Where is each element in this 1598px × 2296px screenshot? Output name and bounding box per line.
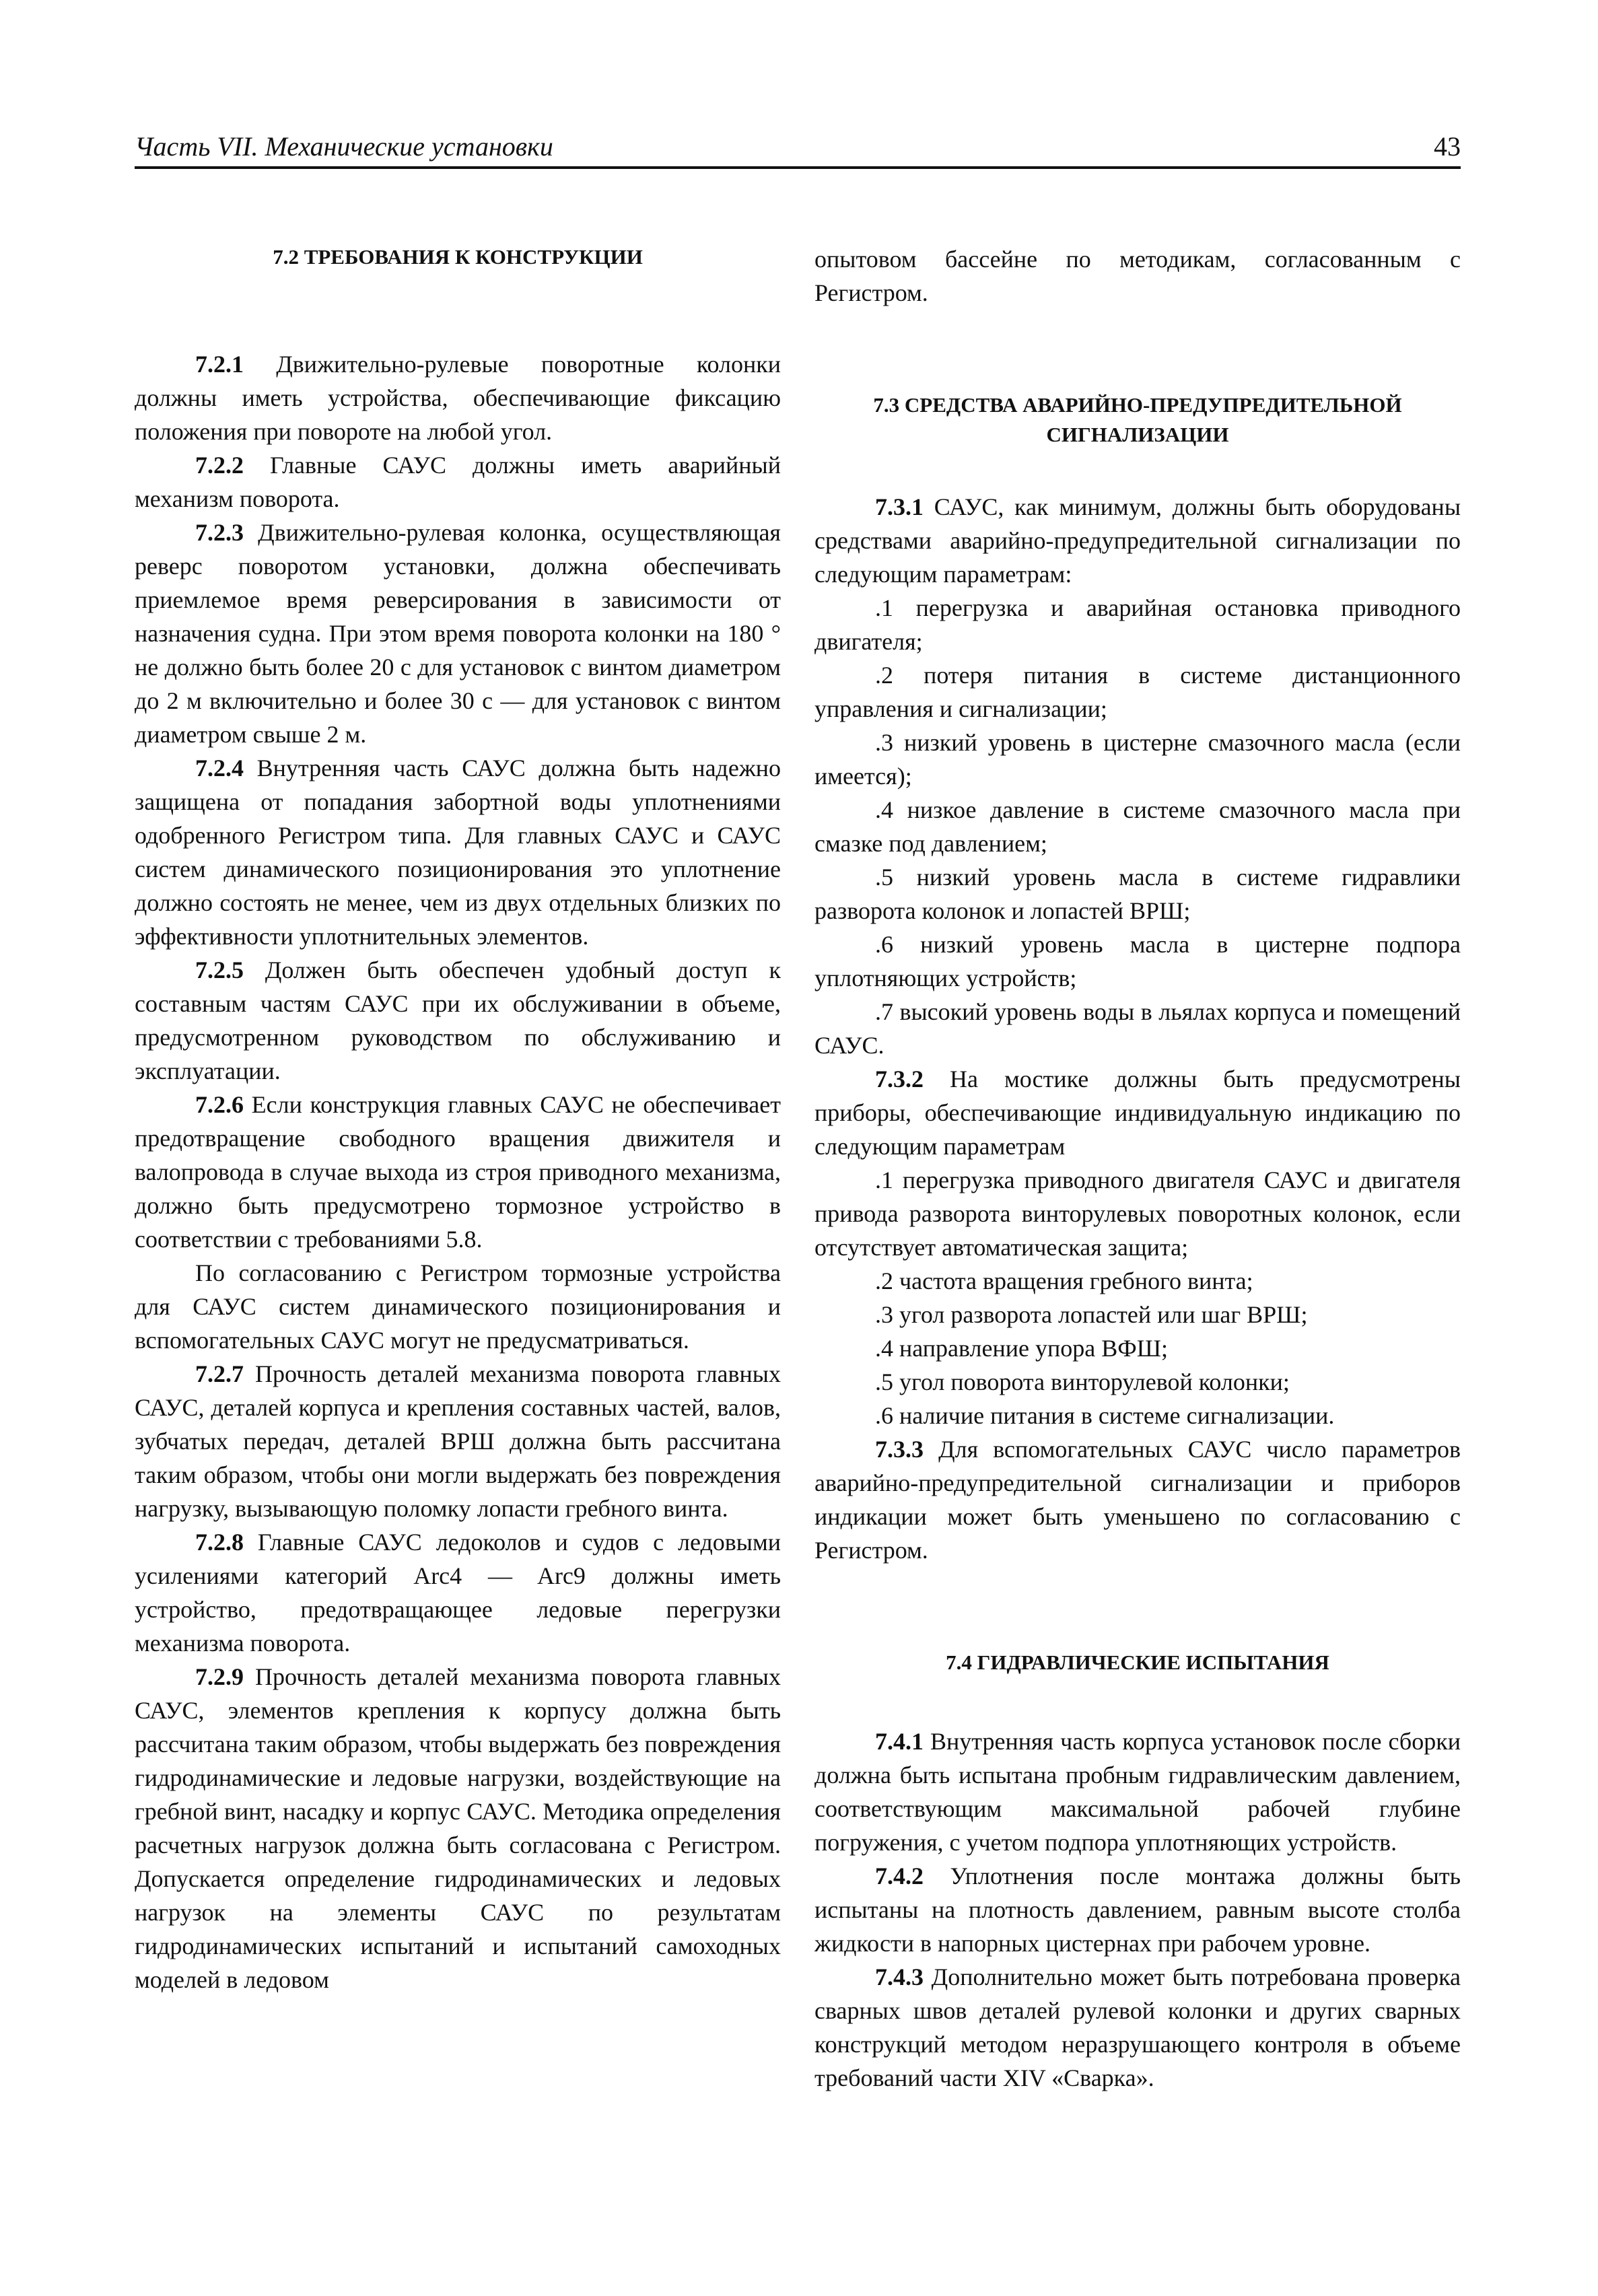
section-heading-7-4: 7.4 ГИДРАВЛИЧЕСКИЕ ИСПЫТАНИЯ xyxy=(946,1650,1329,1674)
paragraph-7-4-2 xyxy=(814,1859,1461,1960)
paragraph-continuation: опытовом бассейне по методикам, согласованным с Регистром. xyxy=(814,246,1461,306)
paragraph-7-3-2 xyxy=(814,1062,1461,1163)
paragraph-7-2-1 xyxy=(135,347,781,448)
clause-text: Для вспомогательных САУС число параметров аварийно-предупредительной сигнализации и приборов индикации может быть уменьшено по согласованию с Регистром. xyxy=(814,1436,1461,1564)
list-item: .3 низкий уровень в цистерне смазочного масла (если имеется); xyxy=(814,729,1461,790)
clause-number: 7.3.1 xyxy=(875,493,924,520)
clause-number: 7.4.2 xyxy=(875,1863,924,1889)
paragraph-7-4-3 xyxy=(814,1960,1461,2095)
clause-text: Уплотнения после монтажа должны быть испытаны на плотность давлением, равным высоте столба жидкости в напорных цистернах при рабочем уровне. xyxy=(814,1863,1461,1957)
list-item: .1 перегрузка приводного двигателя САУС и двигателя привода разворота винторулевых поворотных колонок, если отсутствует автоматическая защита; xyxy=(814,1167,1461,1261)
page-number: 43 xyxy=(1434,131,1461,162)
paragraph-7-2-5 xyxy=(135,953,781,1088)
list-item: .1 перегрузка и аварийная остановка приводного двигателя; xyxy=(814,594,1461,655)
list-item: .7 высокий уровень воды в льялах корпуса и помещений САУС. xyxy=(814,998,1461,1059)
clause-number: 7.2.1 xyxy=(195,351,244,378)
clause-text: Должен быть обеспечен удобный доступ к составным частям САУС при их обслуживании в объеме, предусмотренном руководством по обслуживанию и эксплуатации. xyxy=(135,956,781,1084)
paragraph-7-2-4 xyxy=(135,751,781,953)
clause-number: 7.4.3 xyxy=(875,1963,924,1990)
list-item: .2 потеря питания в системе дистанционного управления и сигнализации; xyxy=(814,662,1461,722)
clause-text: На мостике должны быть предусмотрены приборы, обеспечивающие индивидуальную индикацию по следующим параметрам xyxy=(814,1066,1461,1160)
paragraph-7-4-1 xyxy=(814,1725,1461,1859)
list-item: .5 низкий уровень масла в системе гидравлики разворота колонок и лопастей ВРШ; xyxy=(814,864,1461,924)
clause-number: 7.3.3 xyxy=(875,1436,924,1463)
clause-text: Внутренняя часть корпуса установок после сборки должна быть испытана пробным гидравлическим давлением, соответствующим максимальной рабочей глубине погружения, с учетом подпора уплотняющих устройств. xyxy=(814,1728,1461,1856)
clause-number: 7.2.3 xyxy=(195,519,244,546)
clause-text: Главные САУС ледоколов и судов с ледовыми усилениями категорий Arc4 — Arc9 должны иметь устройство, предотвращающее ледовые перегрузки механизма поворота. xyxy=(135,1529,781,1657)
clause-text: Прочность деталей механизма поворота главных САУС, деталей корпуса и крепления составных частей, валов, зубчатых передач, деталей ВРШ должна быть рассчитана таким образом, чтобы они могли выдержать без повреждения нагрузку, вызывающую поломку лопасти гребного винта. xyxy=(135,1360,781,1522)
clause-number: 7.2.9 xyxy=(195,1663,244,1690)
clause-number: 7.2.8 xyxy=(195,1529,244,1556)
right-column xyxy=(814,242,1461,2095)
list-item: .6 наличие питания в системе сигнализации. xyxy=(875,1402,1335,1429)
clause-number: 7.4.1 xyxy=(875,1728,924,1755)
list-item: .5 угол поворота винторулевой колонки; xyxy=(875,1368,1290,1395)
clause-number: 7.2.2 xyxy=(195,452,244,479)
clause-text: Внутренняя часть САУС должна быть надежно защищена от попадания забортной воды уплотнениями одобренного Регистром типа. Для главных САУС и САУС систем динамического позиционирования это уплотнение должно состоять не менее, чем из двух отдельных близких по эффективности уплотнительных элементов. xyxy=(135,755,781,950)
list-item: .2 частота вращения гребного винта; xyxy=(875,1267,1253,1294)
list-item: .6 низкий уровень масла в цистерне подпора уплотняющих устройств; xyxy=(814,931,1461,992)
clause-text: САУС, как минимум, должны быть оборудованы средствами аварийно-предупредительной сигнализации по следующим параметрам: xyxy=(814,493,1461,588)
paragraph-7-2-9 xyxy=(135,1660,781,1996)
list-item: .4 направление упора ВФШ; xyxy=(875,1335,1169,1362)
clause-number: 7.2.7 xyxy=(195,1360,244,1387)
paragraph-7-2-3 xyxy=(135,516,781,751)
list-item: .4 низкое давление в системе смазочного масла при смазке под давлением; xyxy=(814,796,1461,857)
list-item: .3 угол разворота лопастей или шаг ВРШ; xyxy=(875,1301,1308,1328)
paragraph-7-2-6 xyxy=(135,1088,781,1256)
paragraph-7-3-3 xyxy=(814,1432,1461,1567)
running-header xyxy=(135,131,1461,169)
paragraph-7-2-7 xyxy=(135,1357,781,1525)
clause-number: 7.3.2 xyxy=(875,1066,924,1092)
clause-text: Дополнительно может быть потребована проверка сварных швов деталей рулевой колонки и других сварных конструкций методом неразрушающего контроля в объеме требований части XIV «Сварка». xyxy=(814,1963,1461,2091)
section-heading-7-2: 7.2 ТРЕБОВАНИЯ К КОНСТРУКЦИИ xyxy=(273,245,643,269)
clause-text: Прочность деталей механизма поворота главных САУС, элементов крепления к корпусу должна быть рассчитана таким образом, чтобы выдержать без повреждения гидродинамические и ледовые нагрузки, воздействующие на гребной винт, насадку и корпус САУС. Методика определения расчетных нагрузок должна быть согласована с Регистром. Допускается определение гидродинамических и ледовых нагрузок на элементы САУС по результатам гидродинамических испытаний и испытаний самоходных моделей в ледовом xyxy=(135,1663,781,1993)
paragraph-7-3-1 xyxy=(814,490,1461,591)
paragraph-7-2-2 xyxy=(135,448,781,516)
clause-number: 7.2.6 xyxy=(195,1091,244,1118)
clause-number: 7.2.5 xyxy=(195,956,244,983)
clause-text: Главные САУС должны иметь аварийный механизм поворота. xyxy=(135,452,781,512)
clause-text: Движительно-рулевые поворотные колонки должны иметь устройства, обеспечивающие фиксацию положения при повороте на любой угол. xyxy=(135,351,781,445)
clause-text: Если конструкция главных САУС не обеспечивает предотвращение свободного вращения движителя и валопровода в случае выхода из строя приводного механизма, должно быть предусмотрено тормозное устройство в соответствии с требованиями 5.8. xyxy=(135,1091,781,1253)
section-heading-7-3: 7.3 СРЕДСТВА АВАРИЙНО-ПРЕДУПРЕДИТЕЛЬНОЙ СИГНАЛИЗАЦИИ xyxy=(873,393,1402,446)
paragraph-7-2-8 xyxy=(135,1525,781,1660)
clause-number: 7.2.4 xyxy=(195,755,244,781)
clause-text: Движительно-рулевая колонка, осуществляющая реверс поворотом установки, должна обеспечивать приемлемое время реверсирования в зависимости от назначения судна. При этом время поворота колонки на 180 ° не должно быть более 20 с для установок с винтом диаметром до 2 м включительно и более 30 с — для установок с винтом диаметром свыше 2 м. xyxy=(135,519,781,748)
left-column xyxy=(135,242,781,1996)
header-title: Часть VII. Механические установки xyxy=(135,131,553,162)
paragraph-7-2-6-note: По согласованию с Регистром тормозные устройства для САУС систем динамического позиционирования и вспомогательных САУС могут не предусматриваться. xyxy=(135,1259,781,1354)
